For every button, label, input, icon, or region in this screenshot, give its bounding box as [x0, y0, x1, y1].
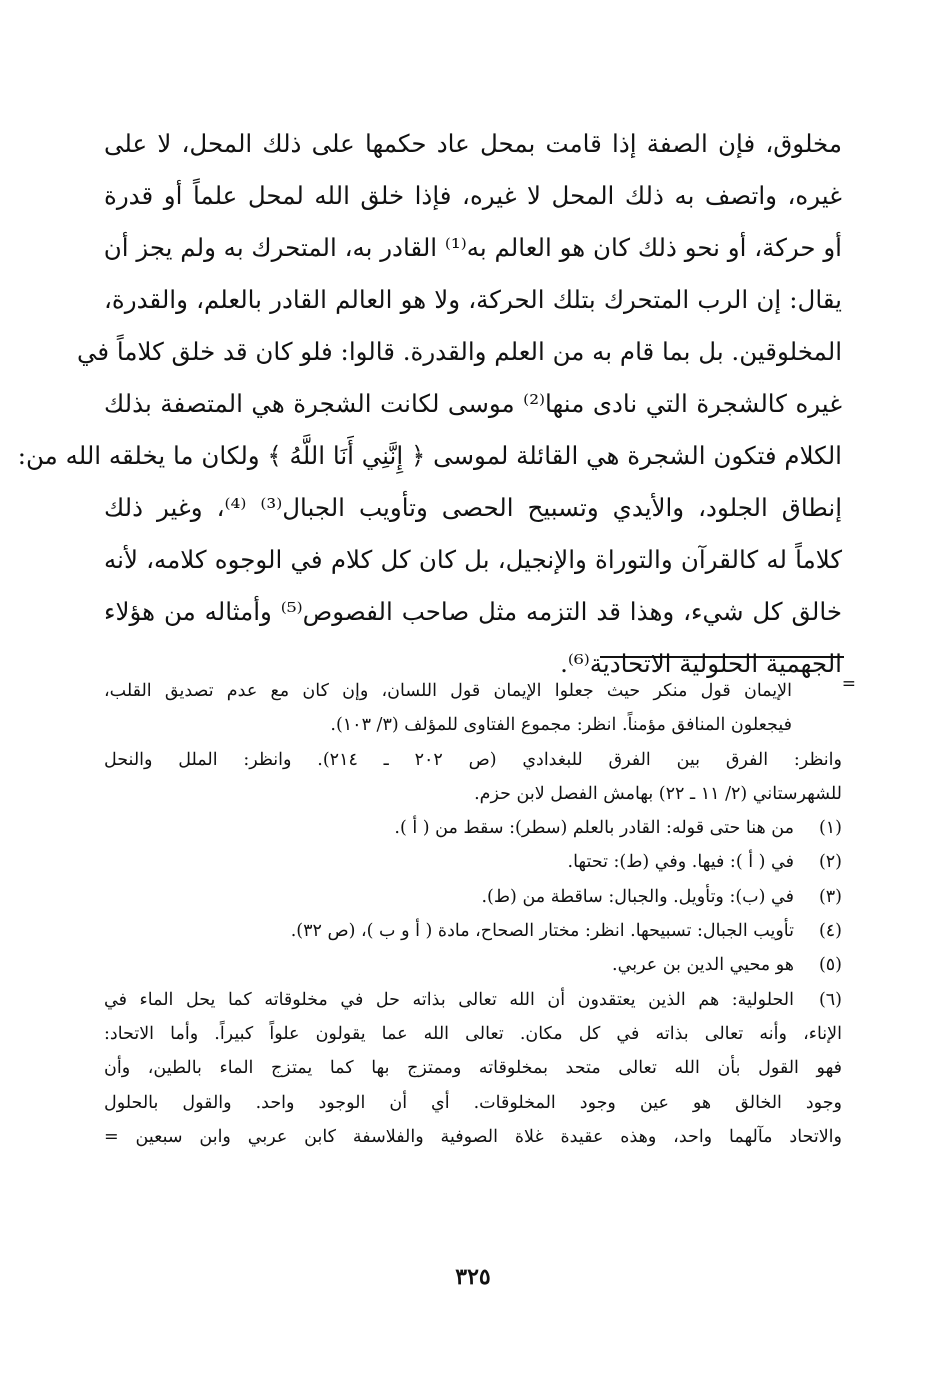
- footnote-5: [104, 948, 842, 982]
- footnote-separator: [600, 656, 844, 658]
- footnote-number: (٦): [818, 989, 842, 1010]
- footnote-line: فيجعلون المنافق مؤمناً. انظر: مجموع الفتاوى للمؤلف (٣/ ١٠٣).: [330, 715, 792, 736]
- footnote-line: الحلولية: هم الذين يعتقدون أن الله تعالى بذاته حل في مخلوقاته كما يحل الماء في: [104, 989, 794, 1010]
- main-text-line: الجهمية الحلولية الاتحادية⁽⁶⁾.: [560, 649, 842, 678]
- footnote-line: للشهرستاني (٢/ ١١ ـ ٢٢) بهامش الفصل لابن حزم.: [474, 783, 842, 804]
- footnote-line: في (ب): وتأويل. والجبال: ساقطة من (ط).: [481, 886, 794, 907]
- footnote-line: وجود الخالق هو عين وجود المخلوقات. أي أن الوجود واحد. والقول بالحلول: [104, 1092, 842, 1113]
- continued-footnote: [104, 674, 856, 743]
- main-text: [17, 118, 843, 690]
- footnote-6: [104, 983, 842, 1154]
- footnote-line: هو محيي الدين بن عربي.: [612, 955, 794, 976]
- main-text-line: المخلوقين. بل بما قام به من العلم والقدرة. قالوا: فلو كان قد خلق كلاماً في: [76, 337, 842, 366]
- see-also-note: [104, 743, 842, 812]
- footnote-line: تأويب الجبال: تسبيحها. انظر: مختار الصحاح، مادة ( أ و ب )، (ص ٣٢).: [290, 921, 794, 942]
- continuation-mark: =: [841, 674, 856, 694]
- main-text-line: إنطاق الجلود، والأيدي وتسبيح الحصى وتأويب الجبال⁽³⁾ ⁽⁴⁾، وغير ذلك: [104, 493, 843, 522]
- footnote-number: (٣): [818, 886, 842, 907]
- main-text-line: كلاماً له كالقرآن والتوراة والإنجيل، بل كان كل كلام في الوجوه كلامه، لأنه: [104, 545, 842, 574]
- footnote-number: (٥): [818, 955, 842, 976]
- main-text-line: يقال: إن الرب المتحرك بتلك الحركة، ولا هو العالم القادر بالعلم، والقدرة،: [104, 285, 842, 314]
- footnote-line: في ( أ ): فيها. وفي (ط): تحتها.: [567, 852, 794, 873]
- page-number: ٣٢٥: [455, 1264, 491, 1290]
- footnote-1: [104, 811, 842, 845]
- main-text-line: غيره، واتصف به ذلك المحل لا غيره، فإذا خلق الله لمحل علماً أو قدرة: [104, 181, 842, 210]
- main-text-line: أو حركة، أو نحو ذلك كان هو العالم به⁽¹⁾ القادر به، المتحرك به ولم يجز أن: [103, 233, 842, 262]
- footnote-3: [104, 880, 842, 914]
- main-text-line: الكلام فتكون الشجرة هي القائلة لموسى ﴿ إِنَّنِي أَنَا اللَّهُ ﴾ ولكان ما يخلقه الله من:: [17, 441, 842, 470]
- main-text-line: مخلوق، فإن الصفة إذا قامت بمحل عاد حكمها على ذلك المحل، لا على: [104, 129, 842, 158]
- footnote-4: [104, 914, 842, 948]
- footnote-line: فهو القول بأن الله تعالى متحد بمخلوقاته وممتزج بها كما يمتزج الماء بالطين، وأن: [104, 1058, 842, 1079]
- footnote-line: الإناء، وأنه تعالى بذاته في كل مكان. تعالى الله عما يقولون علواً كبيراً. وأما الاتحاد:: [104, 1023, 842, 1044]
- footnote-number: (٤): [818, 921, 842, 942]
- footnote-line: من هنا حتى قوله: القادر بالعلم (سطر): سقط من ( أ ).: [394, 818, 794, 839]
- footnote-number: (١): [818, 818, 842, 839]
- footnotes: [104, 674, 856, 1154]
- main-text-line: غيره كالشجرة التي نادى منها⁽²⁾ موسى لكانت الشجرة هي المتصفة بذلك: [104, 389, 843, 418]
- main-text-line: خالق كل شيء، وهذا قد التزمه مثل صاحب الفصوص⁽⁵⁾ وأمثاله من هؤلاء: [104, 597, 842, 626]
- footnote-2: [104, 845, 842, 879]
- footnote-line: والاتحاد مآلهما واحد، وهذه عقيدة غلاة الصوفية والفلاسفة كابن عربي وابن سبعين =: [104, 1126, 842, 1147]
- footnote-line: الإيمان قول منكر حيث جعلوا الإيمان قول اللسان، وإن كان مع عدم تصديق القلب،: [104, 681, 792, 701]
- footnote-number: (٢): [818, 852, 842, 873]
- footnote-line: وانظر: الفرق بين الفرق للبغدادي (ص ٢٠٢ ـ ٢١٤). وانظر: الملل والنحل: [104, 749, 842, 770]
